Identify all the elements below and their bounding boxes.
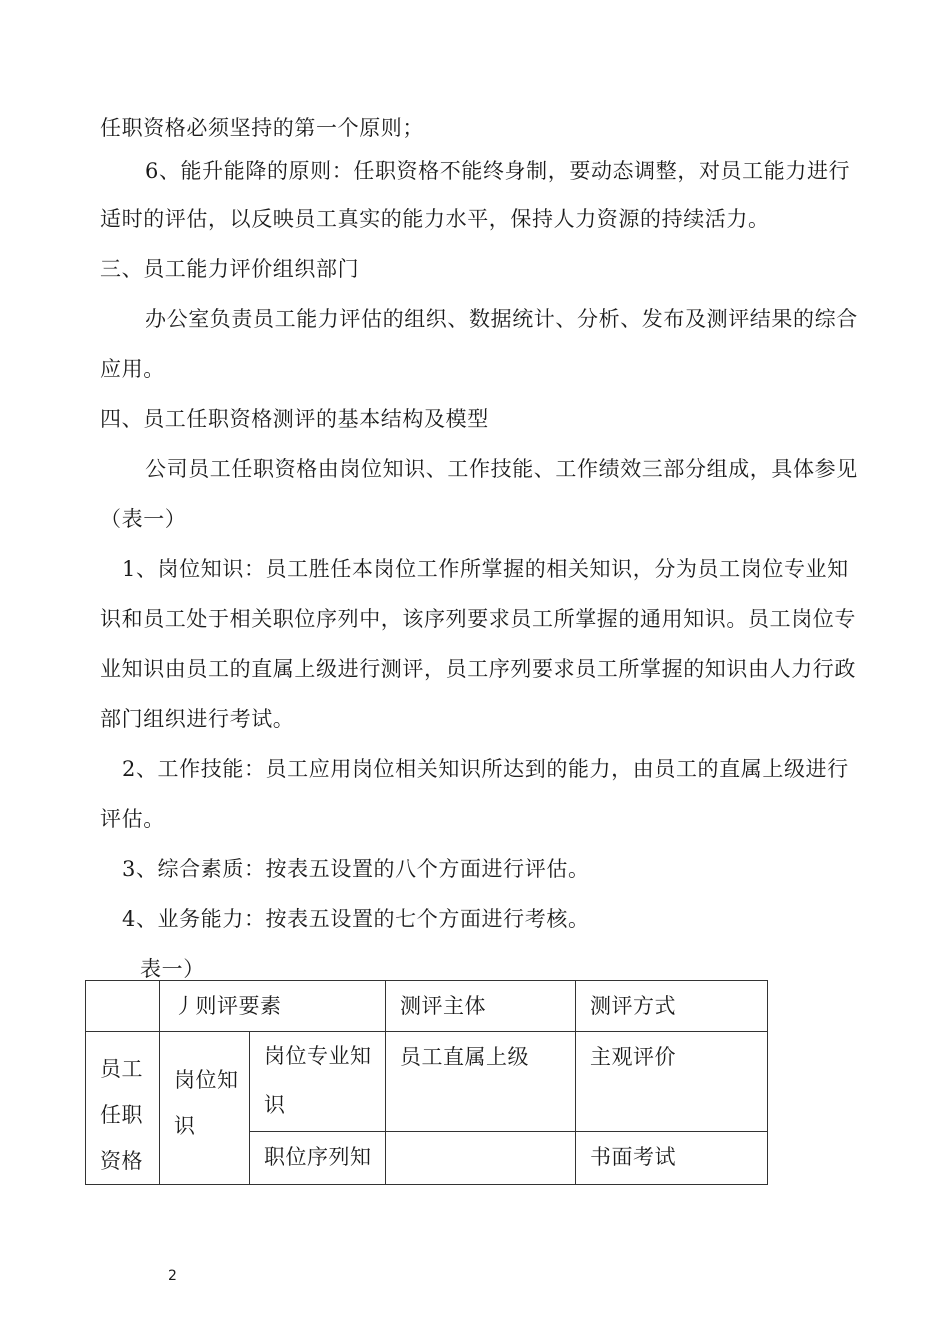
section-heading: 三、员工能力评价组织部门 <box>100 257 360 281</box>
section-heading: 四、员工任职资格测评的基本结构及模型 <box>100 407 489 431</box>
category-cell: 岗位知识 <box>160 1032 250 1185</box>
paragraph-line: 任职资格必须坚持的第一个原则； <box>100 116 424 140</box>
row-subject <box>386 1132 576 1185</box>
header-subject: 测评主体 <box>386 981 576 1032</box>
paragraph-line: 评估。 <box>100 807 165 831</box>
paragraph-line: 4、业务能力：按表五设置的七个方面进行考核。 <box>122 907 590 931</box>
paragraph-line: 6、能升能降的原则：任职资格不能终身制，要动态调整，对员工能力进行 <box>145 159 851 183</box>
page-number: 2 <box>168 1268 177 1284</box>
table-corner-cell <box>86 981 160 1032</box>
paragraph-line: 识和员工处于相关职位序列中，该序列要求员工所掌握的通用知识。员工岗位专 <box>100 607 856 631</box>
table-caption: 表一） <box>140 957 205 981</box>
group-cell: 员工任职资格 <box>86 1032 160 1185</box>
row-subject: 员工直属上级 <box>386 1032 576 1132</box>
evaluation-table <box>85 980 768 1185</box>
header-method: 测评方式 <box>576 981 768 1032</box>
paragraph-line: （表一） <box>100 507 187 531</box>
paragraph-line: 办公室负责员工能力评估的组织、数据统计、分析、发布及测评结果的综合 <box>145 307 858 331</box>
row-item: 岗位专业知识 <box>250 1032 386 1132</box>
row-item: 职位序列知 <box>250 1132 386 1185</box>
table-header-row <box>86 981 768 1032</box>
paragraph-line: 2、工作技能：员工应用岗位相关知识所达到的能力，由员工的直属上级进行 <box>122 757 849 781</box>
header-element: 丿则评要素 <box>160 981 386 1032</box>
row-method: 书面考试 <box>576 1132 768 1185</box>
paragraph-line: 公司员工任职资格由岗位知识、工作技能、工作绩效三部分组成，具体参见 <box>145 457 858 481</box>
paragraph-line: 部门组织进行考试。 <box>100 707 295 731</box>
paragraph-line: 1、岗位知识：员工胜任本岗位工作所掌握的相关知识，分为员工岗位专业知 <box>122 557 849 581</box>
paragraph-line: 3、综合素质：按表五设置的八个方面进行评估。 <box>122 857 590 881</box>
table-row <box>86 1032 768 1132</box>
paragraph-line: 业知识由员工的直属上级进行测评，员工序列要求员工所掌握的知识由人力行政 <box>100 657 856 681</box>
row-method: 主观评价 <box>576 1032 768 1132</box>
paragraph-line: 适时的评估，以反映员工真实的能力水平，保持人力资源的持续活力。 <box>100 207 770 231</box>
paragraph-line: 应用。 <box>100 357 165 381</box>
